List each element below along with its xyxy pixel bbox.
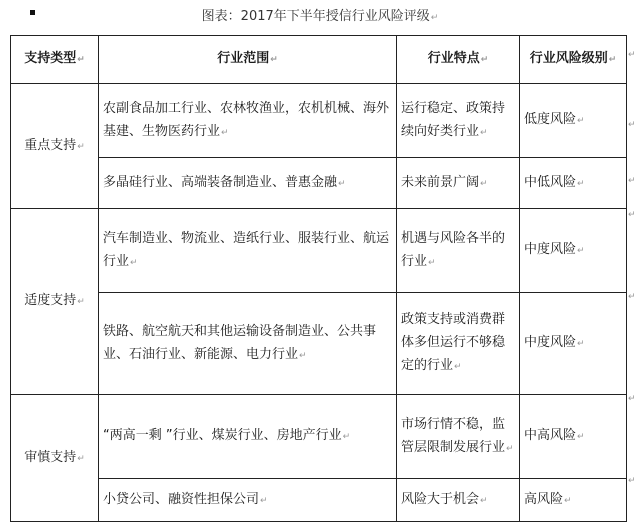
feature-cell: 机遇与风险各半的行业↵	[397, 209, 520, 293]
level-cell: 中低风险↵	[520, 158, 627, 209]
support-type-cell: 审慎支持↵	[11, 395, 99, 522]
risk-rating-table	[10, 35, 627, 522]
feature-cell: 市场行情不稳，监管层限制发展行业↵	[397, 395, 520, 479]
table-row	[11, 84, 627, 158]
feature-cell: 运行稳定、政策持续向好类行业↵	[397, 84, 520, 158]
scope-cell: 多晶硅行业、高端装备制造业、普惠金融↵	[99, 158, 397, 209]
table-row	[11, 209, 627, 293]
level-cell: 高风险↵	[520, 479, 627, 522]
level-cell: 低度风险↵	[520, 84, 627, 158]
row-end-mark: ↵	[628, 394, 636, 404]
table-row	[11, 293, 627, 395]
row-end-mark: ↵	[628, 210, 636, 220]
table-row	[11, 479, 627, 522]
row-end-mark: ↵	[628, 50, 636, 60]
feature-cell: 未来前景广阔↵	[397, 158, 520, 209]
scope-cell: “两高一剩 ”行业、煤炭行业、房地产行业↵	[99, 395, 397, 479]
row-end-mark: ↵	[628, 476, 636, 486]
level-cell: 中度风险↵	[520, 209, 627, 293]
row-end-mark: ↵	[628, 292, 636, 302]
scope-cell: 小贷公司、融资性担保公司↵	[99, 479, 397, 522]
feature-cell: 风险大于机会↵	[397, 479, 520, 522]
support-type-cell: 适度支持↵	[11, 209, 99, 395]
feature-cell: 政策支持或消费群体多但运行不够稳定的行业↵	[397, 293, 520, 395]
scope-cell: 铁路、航空航天和其他运输设备制造业、公共事业、石油行业、新能源、电力行业↵	[99, 293, 397, 395]
scope-cell: 汽车制造业、物流业、造纸行业、服装行业、航运行业↵	[99, 209, 397, 293]
table-row	[11, 158, 627, 209]
header-type: 支持类型↵	[11, 36, 99, 84]
header-scope: 行业范围↵	[99, 36, 397, 84]
row-end-mark: ↵	[628, 176, 636, 186]
scope-cell: 农副食品加工行业、农林牧渔业，农机机械、海外基建、生物医药行业↵	[99, 84, 397, 158]
header-feature: 行业特点↵	[397, 36, 520, 84]
row-end-mark: ↵	[628, 120, 636, 130]
header-row	[11, 36, 627, 84]
header-level: 行业风险级别↵	[520, 36, 627, 84]
table-row	[11, 395, 627, 479]
level-cell: 中高风险↵	[520, 395, 627, 479]
support-type-cell: 重点支持↵	[11, 84, 99, 209]
level-cell: 中度风险↵	[520, 293, 627, 395]
table-caption: 图表：2017年下半年授信行业风险评级↵	[201, 9, 439, 24]
caption-text: 图表：2017年下半年授信行业风险评级	[201, 9, 430, 24]
